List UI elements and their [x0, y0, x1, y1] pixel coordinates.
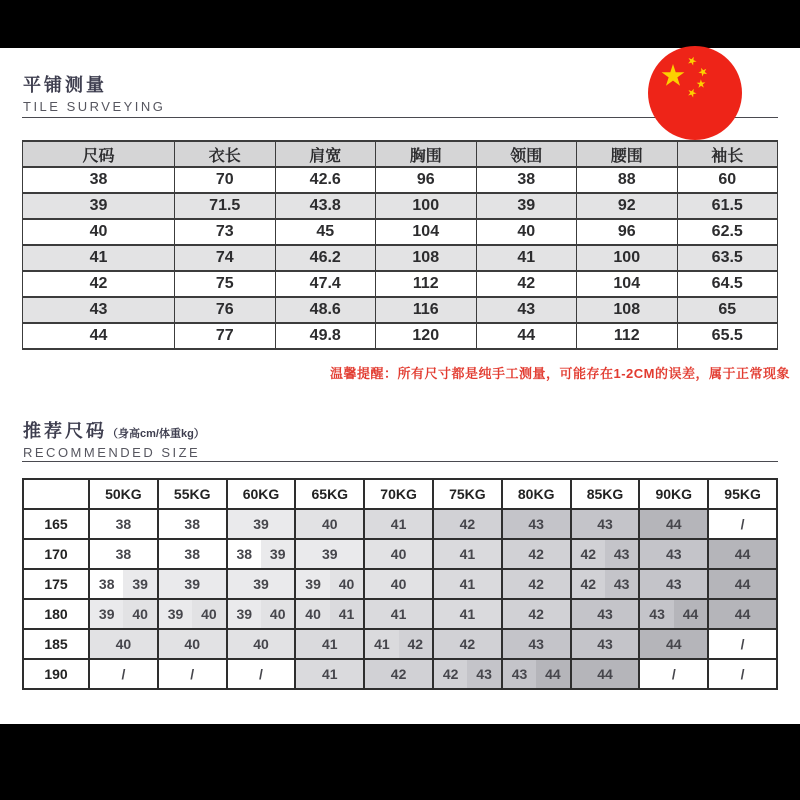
split-size-value: 40	[123, 600, 156, 628]
measurement-cell: 92	[577, 193, 678, 219]
recommended-size-cell: 38	[158, 539, 227, 569]
measurement-cell: 108	[577, 297, 678, 323]
measurement-cell: 96	[376, 167, 477, 193]
recommended-row	[23, 599, 777, 629]
recommended-size-cell	[295, 599, 364, 629]
measurement-col-header: 胸围	[376, 141, 477, 167]
recommended-size-cell	[227, 539, 296, 569]
section2-divider	[22, 461, 778, 462]
weight-col-header: 75KG	[433, 479, 502, 509]
section2-title-suffix: （身高cm/体重kg）	[107, 428, 205, 440]
recommended-size-cell: 40	[295, 509, 364, 539]
measurement-cell: 100	[376, 193, 477, 219]
split-size-value: 40	[330, 570, 363, 598]
height-row-header: 175	[23, 569, 89, 599]
measurement-cell: 62.5	[677, 219, 778, 245]
weight-col-header: 85KG	[571, 479, 640, 509]
recommended-size-cell	[571, 569, 640, 599]
recommended-size-cell: 43	[639, 539, 708, 569]
measurement-cell: 104	[376, 219, 477, 245]
measurement-cell: 71.5	[175, 193, 276, 219]
measurement-cell: 77	[175, 323, 276, 349]
recommended-size-cell: 39	[295, 539, 364, 569]
measurement-cell: 60	[677, 167, 778, 193]
recommended-size-cell: 44	[708, 599, 777, 629]
section1-title-en: TILE SURVEYING	[23, 99, 166, 114]
split-size-cell	[503, 660, 570, 688]
recommended-size-cell: /	[227, 659, 296, 689]
measurement-cell: 108	[376, 245, 477, 271]
split-size-cell	[90, 570, 157, 598]
measurement-cell: 65	[677, 297, 778, 323]
measurement-cell: 116	[376, 297, 477, 323]
recommended-size-cell: 41	[433, 539, 502, 569]
weight-col-header: 80KG	[502, 479, 571, 509]
recommended-size-cell: /	[89, 659, 158, 689]
recommended-size-cell: /	[158, 659, 227, 689]
split-size-cell	[90, 600, 157, 628]
measurement-cell: 43	[23, 297, 175, 323]
measurement-row	[23, 245, 778, 271]
measurement-cell: 42	[23, 271, 175, 297]
section2-title-zh-text: 推荐尺码	[23, 421, 107, 441]
split-size-value: 39	[261, 540, 294, 568]
measurement-cell: 42.6	[275, 167, 376, 193]
recommended-size-cell: 43	[571, 629, 640, 659]
recommended-size-cell: 43	[639, 569, 708, 599]
height-row-header: 185	[23, 629, 89, 659]
split-size-value: 42	[572, 570, 605, 598]
recommended-corner-cell	[23, 479, 89, 509]
split-size-value: 40	[261, 600, 294, 628]
measurement-col-header: 尺码	[23, 141, 175, 167]
section-recommended-size-title	[23, 422, 205, 459]
split-size-cell	[159, 600, 226, 628]
recommended-size-cell	[502, 659, 571, 689]
measurement-cell: 100	[577, 245, 678, 271]
split-size-value: 40	[296, 600, 329, 628]
recommended-size-cell: 43	[502, 509, 571, 539]
measurement-cell: 75	[175, 271, 276, 297]
recommended-size-cell: 42	[433, 629, 502, 659]
recommended-row	[23, 539, 777, 569]
measurement-row	[23, 167, 778, 193]
recommended-size-cell: 43	[571, 599, 640, 629]
measurement-cell: 104	[577, 271, 678, 297]
section1-title-zh: 平铺测量	[23, 75, 107, 95]
split-size-value: 44	[536, 660, 569, 688]
recommended-size-cell: 40	[158, 629, 227, 659]
measurement-row	[23, 297, 778, 323]
measurement-cell: 43.8	[275, 193, 376, 219]
measurement-cell: 41	[23, 245, 175, 271]
recommended-size-cell: /	[708, 659, 777, 689]
measurement-col-header: 腰围	[577, 141, 678, 167]
split-size-cell	[640, 600, 707, 628]
recommended-size-cell	[158, 599, 227, 629]
measurement-table	[22, 140, 778, 350]
letterbox-top-bar	[0, 0, 800, 48]
split-size-value: 39	[90, 600, 123, 628]
measurement-cell: 64.5	[677, 271, 778, 297]
recommended-size-cell: 44	[571, 659, 640, 689]
recommended-size-cell: /	[639, 659, 708, 689]
measurement-cell: 63.5	[677, 245, 778, 271]
recommended-size-cell	[89, 569, 158, 599]
split-size-value: 44	[674, 600, 707, 628]
measurement-cell: 120	[376, 323, 477, 349]
split-size-value: 38	[228, 540, 261, 568]
measurement-col-header: 领围	[476, 141, 577, 167]
split-size-value: 43	[605, 540, 638, 568]
recommended-size-cell: /	[708, 629, 777, 659]
weight-col-header: 65KG	[295, 479, 364, 509]
recommended-size-cell: 41	[364, 509, 433, 539]
weight-col-header: 50KG	[89, 479, 158, 509]
china-flag-icon	[648, 46, 742, 140]
weight-col-header: 55KG	[158, 479, 227, 509]
split-size-cell	[365, 630, 432, 658]
recommended-size-cell: 40	[227, 629, 296, 659]
weight-col-header: 95KG	[708, 479, 777, 509]
recommended-header-row	[23, 479, 777, 509]
measurement-cell: 73	[175, 219, 276, 245]
measurement-cell: 40	[23, 219, 175, 245]
split-size-cell	[434, 660, 501, 688]
split-size-value: 41	[365, 630, 398, 658]
recommended-size-cell: 40	[364, 539, 433, 569]
measurement-cell: 43	[476, 297, 577, 323]
measurement-cell: 45	[275, 219, 376, 245]
recommended-size-cell: 41	[364, 599, 433, 629]
recommended-size-cell: 40	[364, 569, 433, 599]
measurement-cell: 70	[175, 167, 276, 193]
recommended-row	[23, 629, 777, 659]
split-size-value: 39	[123, 570, 156, 598]
recommended-size-cell: 44	[708, 539, 777, 569]
measurement-col-header: 袖长	[677, 141, 778, 167]
recommended-size-cell	[571, 539, 640, 569]
measurement-cell: 38	[23, 167, 175, 193]
height-row-header: 165	[23, 509, 89, 539]
split-size-value: 43	[503, 660, 536, 688]
measurement-cell: 96	[577, 219, 678, 245]
recommended-size-table	[22, 478, 778, 690]
height-row-header: 180	[23, 599, 89, 629]
split-size-value: 43	[640, 600, 673, 628]
recommended-size-cell: 42	[502, 539, 571, 569]
split-size-value: 39	[296, 570, 329, 598]
weight-col-header: 70KG	[364, 479, 433, 509]
recommended-size-cell: 38	[89, 509, 158, 539]
recommended-size-cell	[433, 659, 502, 689]
measurement-cell: 112	[577, 323, 678, 349]
split-size-value: 38	[90, 570, 123, 598]
split-size-cell	[228, 540, 295, 568]
recommended-size-cell: 41	[433, 599, 502, 629]
measurement-row	[23, 193, 778, 219]
recommended-size-cell: 44	[639, 509, 708, 539]
recommended-size-cell: /	[708, 509, 777, 539]
recommended-size-cell: 40	[89, 629, 158, 659]
measurement-cell: 44	[23, 323, 175, 349]
measurement-header-row	[23, 141, 778, 167]
measurement-row	[23, 323, 778, 349]
measurement-col-header: 肩宽	[275, 141, 376, 167]
recommended-size-cell: 39	[227, 569, 296, 599]
recommended-size-cell: 42	[502, 599, 571, 629]
recommended-size-cell	[639, 599, 708, 629]
measurement-cell: 47.4	[275, 271, 376, 297]
section2-title-en: RECOMMENDED SIZE	[23, 445, 201, 460]
split-size-value: 39	[159, 600, 192, 628]
measurement-cell: 48.6	[275, 297, 376, 323]
letterbox-bottom-bar	[0, 724, 800, 800]
measurement-row	[23, 271, 778, 297]
measurement-note: 温馨提醒：所有尺寸都是纯手工测量，可能存在1-2CM的误差，属于正常现象	[329, 366, 790, 381]
recommended-size-cell: 41	[295, 659, 364, 689]
measurement-cell: 61.5	[677, 193, 778, 219]
measurement-cell: 76	[175, 297, 276, 323]
measurement-cell: 65.5	[677, 323, 778, 349]
split-size-cell	[572, 570, 639, 598]
measurement-cell: 44	[476, 323, 577, 349]
measurement-cell: 39	[476, 193, 577, 219]
recommended-size-cell: 43	[502, 629, 571, 659]
split-size-cell	[228, 600, 295, 628]
recommended-row	[23, 659, 777, 689]
recommended-size-cell: 44	[639, 629, 708, 659]
measurement-cell: 40	[476, 219, 577, 245]
measurement-cell: 49.8	[275, 323, 376, 349]
recommended-size-cell	[364, 629, 433, 659]
height-row-header: 190	[23, 659, 89, 689]
split-size-cell	[296, 600, 363, 628]
recommended-size-cell: 42	[364, 659, 433, 689]
recommended-row	[23, 509, 777, 539]
recommended-size-cell	[227, 599, 296, 629]
split-size-value: 42	[399, 630, 432, 658]
recommended-size-cell	[89, 599, 158, 629]
split-size-value: 42	[434, 660, 467, 688]
recommended-size-cell: 38	[158, 509, 227, 539]
measurement-cell: 112	[376, 271, 477, 297]
recommended-size-cell: 44	[708, 569, 777, 599]
split-size-cell	[572, 540, 639, 568]
recommended-size-cell: 41	[433, 569, 502, 599]
recommended-size-cell: 39	[227, 509, 296, 539]
measurement-row	[23, 219, 778, 245]
measurement-cell: 74	[175, 245, 276, 271]
weight-col-header: 90KG	[639, 479, 708, 509]
split-size-value: 40	[192, 600, 225, 628]
recommended-size-cell: 39	[158, 569, 227, 599]
recommended-size-cell: 42	[502, 569, 571, 599]
recommended-size-cell: 41	[295, 629, 364, 659]
measurement-cell: 41	[476, 245, 577, 271]
split-size-value: 43	[605, 570, 638, 598]
recommended-size-cell: 38	[89, 539, 158, 569]
recommended-row	[23, 569, 777, 599]
recommended-size-cell	[295, 569, 364, 599]
measurement-col-header: 衣长	[175, 141, 276, 167]
measurement-cell: 39	[23, 193, 175, 219]
split-size-value: 43	[467, 660, 500, 688]
recommended-size-cell: 42	[433, 509, 502, 539]
split-size-cell	[296, 570, 363, 598]
weight-col-header: 60KG	[227, 479, 296, 509]
measurement-cell: 42	[476, 271, 577, 297]
measurement-cell: 38	[476, 167, 577, 193]
measurement-cell: 46.2	[275, 245, 376, 271]
height-row-header: 170	[23, 539, 89, 569]
china-flag-badge	[648, 46, 742, 140]
split-size-value: 39	[228, 600, 261, 628]
split-size-value: 41	[330, 600, 363, 628]
split-size-value: 42	[572, 540, 605, 568]
section-tile-surveying-title	[23, 76, 165, 113]
measurement-cell: 88	[577, 167, 678, 193]
section2-title-zh	[23, 422, 205, 440]
recommended-size-cell: 43	[571, 509, 640, 539]
